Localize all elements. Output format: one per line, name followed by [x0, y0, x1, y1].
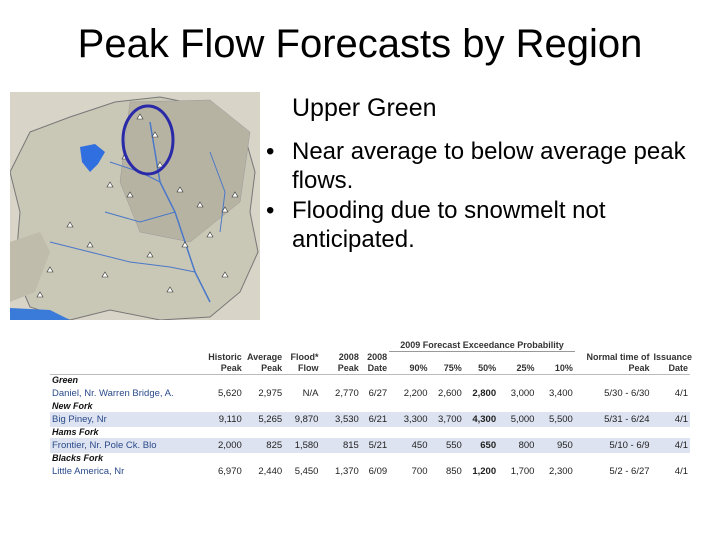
column-header: Flood* Flow — [290, 351, 319, 373]
table-cell: 6/27 — [368, 387, 388, 399]
bullet-list — [262, 137, 702, 255]
group-row — [50, 374, 690, 386]
table-row — [50, 464, 690, 479]
table-cell: 815 — [320, 438, 360, 453]
group-row — [50, 453, 690, 464]
table-cell: 2,600 — [438, 387, 462, 399]
column-header: 75% — [443, 362, 462, 373]
table-cell: 800 — [498, 438, 536, 453]
table-row — [50, 438, 690, 453]
group-label: Blacks Fork — [52, 453, 104, 463]
table-cell: 4,300 — [464, 412, 498, 427]
column-header: 2008 Peak — [337, 351, 359, 373]
table-cell: 5,500 — [536, 412, 574, 427]
group-row — [50, 427, 690, 438]
table-cell: 825 — [244, 438, 284, 453]
station-name: Frontier, Nr. Pole Ck. Blo — [50, 438, 201, 453]
column-header — [50, 352, 201, 375]
column-header: 90% — [409, 362, 428, 373]
group-label: Hams Fork — [52, 427, 99, 437]
table-superheader: 2009 Forecast Exceedance Probability — [389, 340, 575, 352]
station-name: Daniel, Nr. Warren Bridge, A. — [52, 387, 174, 399]
table-cell: 5,620 — [218, 387, 242, 399]
region-subtitle: Upper Green — [292, 94, 437, 122]
table-cell: 3,000 — [510, 387, 535, 399]
column-header: 2008 Date — [367, 351, 388, 373]
table-cell: 850 — [445, 465, 462, 477]
slide-title: Peak Flow Forecasts by Region — [77, 22, 643, 66]
table-cell: 700 — [411, 465, 428, 477]
table-cell: 3,530 — [320, 412, 360, 427]
column-header: Average Peak — [246, 351, 283, 373]
table-cell: 5/2 - 6/27 — [609, 465, 650, 477]
table-cell: 4/1 — [674, 387, 688, 399]
table-cell: 4/1 — [652, 438, 690, 453]
table-cell: 2,770 — [335, 387, 359, 399]
station-name: Big Piney, Nr — [50, 412, 201, 427]
table-cell: 650 — [464, 438, 498, 453]
table-cell: 2,800 — [472, 387, 497, 399]
region-map — [10, 92, 260, 320]
table-cell: 6/21 — [361, 412, 389, 427]
table-cell: 3,400 — [549, 387, 573, 399]
table-cell: 950 — [536, 438, 574, 453]
station-name: Little America, Nr — [52, 465, 125, 477]
table-cell: 3,700 — [430, 412, 464, 427]
table-cell: 1,700 — [510, 465, 535, 477]
table-cell: 2,975 — [258, 387, 283, 399]
table-cell: 5/10 - 6/9 — [575, 438, 652, 453]
table-cell: 5,265 — [244, 412, 284, 427]
column-header: Issuance Date — [653, 351, 693, 373]
table-cell: 4/1 — [674, 465, 688, 477]
table-cell: 6/09 — [368, 465, 388, 477]
column-header: 25% — [516, 362, 535, 373]
forecast-table-wrapper — [50, 340, 693, 500]
group-row — [50, 401, 690, 412]
table-cell: 1,580 — [284, 438, 320, 453]
column-header: 50% — [478, 362, 497, 373]
table-cell: 2,000 — [201, 438, 243, 453]
table-cell: 2,300 — [549, 465, 573, 477]
table-cell: 1,370 — [335, 465, 359, 477]
table-cell: 6,970 — [218, 465, 242, 477]
table-cell: N/A — [302, 387, 319, 399]
column-header: Normal time of Peak — [586, 351, 650, 373]
group-label: New Fork — [52, 401, 93, 411]
group-label: Green — [50, 374, 690, 386]
table-cell: 5,450 — [294, 465, 319, 477]
table-cell: 2,200 — [403, 387, 428, 399]
table-cell: 5/31 - 6/24 — [575, 412, 652, 427]
forecast-table — [50, 340, 693, 479]
table-cell: 4/1 — [652, 412, 690, 427]
table-cell: 5/21 — [361, 438, 389, 453]
table-header-row — [50, 352, 690, 375]
table-cell: 550 — [430, 438, 464, 453]
table-cell: 3,300 — [389, 412, 429, 427]
table-row — [50, 412, 690, 427]
table-cell: 9,110 — [201, 412, 243, 427]
bullet-item: • Flooding due to snowmelt not anticipated. — [262, 196, 702, 254]
table-cell: 450 — [389, 438, 429, 453]
column-header: 10% — [554, 362, 573, 373]
table-cell: 2,440 — [258, 465, 283, 477]
table-cell: 5/30 - 6/30 — [604, 387, 650, 399]
bullet-item: • Near average to below average peak flows. — [262, 137, 702, 195]
table-cell: 5,000 — [498, 412, 536, 427]
table-cell: 1,200 — [472, 465, 497, 477]
table-row — [50, 386, 690, 401]
table-cell: 9,870 — [284, 412, 320, 427]
column-header: Historic Peak — [208, 351, 242, 373]
